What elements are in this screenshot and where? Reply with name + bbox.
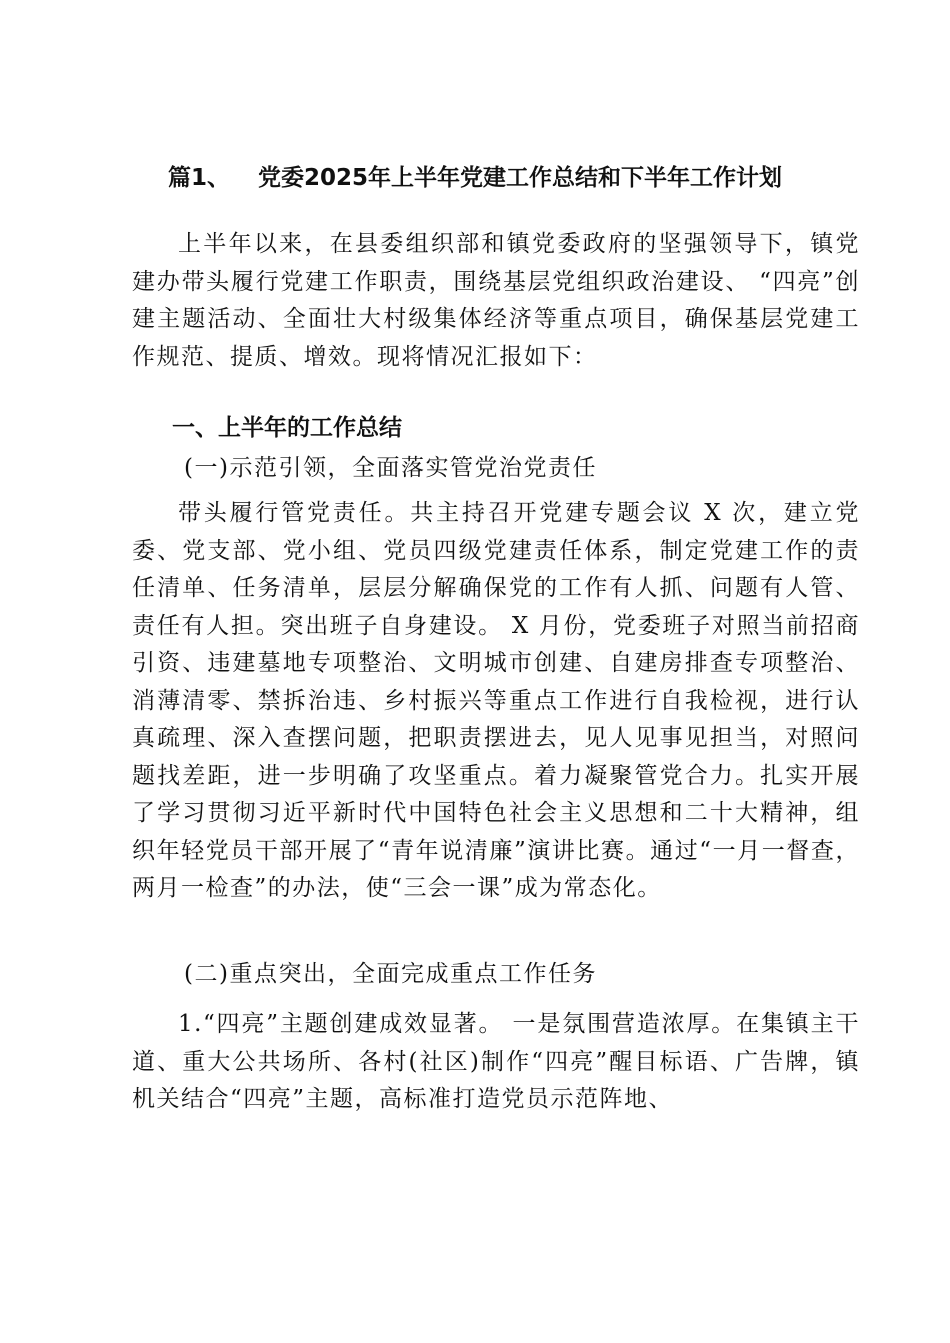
title-number: 篇1、 bbox=[167, 165, 230, 191]
subsection-1-paragraph: 带头履行管党责任。共主持召开党建专题会议 X 次，建立党委、党支部、党小组、党员四级党建责任体系，制定党建工作的责任清单、任务清单，层层分解确保党的工作有人抓、问题有人管、责任有人担。突出班子自身建设。 X 月份，党委班子对照当前招商引资、违建墓地专项整治、文明城市创建、自建房排查专项整治、消薄清零、禁拆治违、乡村振兴等重点工作进行自我检视，进行认真疏理、深入查摆问题，把职责摆进去，见人见事见担当，对照问题找差距，进一步明确了攻坚重点。着力凝聚管党合力。扎实开展了学习贯彻习近平新时代中国特色社会主义思想和二十大精神，组织年轻党员干部开展了“青年说清廉”演讲比赛。通过“一月一督查，两月一检查”的办法，使“三会一课”成为常态化。 bbox=[132, 500, 860, 901]
intro-paragraph: 上半年以来，在县委组织部和镇党委政府的坚强领导下，镇党建办带头履行党建工作职责，围绕基层党组织政治建设、 “四亮”创建主题活动、全面壮大村级集体经济等重点项目，确保基层党建工作规范、提质、增效。现将情况汇报如下： bbox=[132, 231, 860, 370]
subsection-heading-1: (一)示范引领，全面落实管党治党责任 bbox=[184, 455, 597, 481]
subsection-heading-2: (二)重点突出，全面完成重点工作任务 bbox=[184, 961, 597, 987]
title-text: 党委2025年上半年党建工作总结和下半年工作计划 bbox=[258, 165, 783, 191]
section-heading-summary: 一、上半年的工作总结 bbox=[172, 415, 402, 441]
document-title bbox=[0, 160, 950, 196]
subsection-2-paragraph: 1.“四亮”主题创建成效显著。 一是氛围营造浓厚。在集镇主干道、重大公共场所、各村(社区)制作“四亮”醒目标语、广告牌，镇机关结合“四亮”主题，高标准打造党员示范阵地、 bbox=[132, 1011, 860, 1112]
